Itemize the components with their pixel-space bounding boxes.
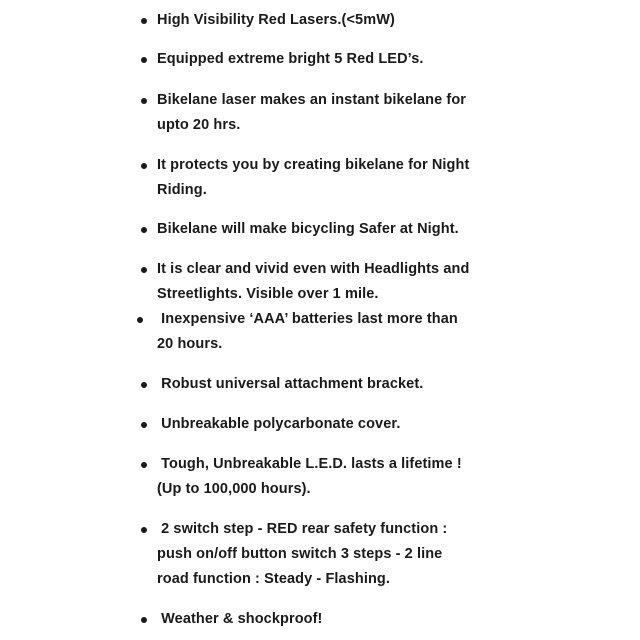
feature-text-line: push on/off button switch 3 steps - 2 line xyxy=(157,546,443,562)
feature-text-line: upto 20 hrs. xyxy=(157,117,241,133)
feature-text-line: Robust universal attachment bracket. xyxy=(157,376,424,392)
bullet-icon xyxy=(141,18,147,24)
feature-text-line: It protects you by creating bikelane for Night xyxy=(157,157,470,173)
bullet-icon xyxy=(141,57,147,63)
bullet-icon xyxy=(141,382,147,388)
bullet-icon xyxy=(141,267,147,273)
feature-text-line: Weather & shockproof! xyxy=(157,611,323,627)
feature-text-line: Bikelane laser makes an instant bikelane for xyxy=(157,92,467,108)
bullet-icon xyxy=(141,617,147,623)
bullet-icon xyxy=(141,227,147,233)
feature-text-line: 20 hours. xyxy=(157,336,223,352)
feature-text-line: High Visibility Red Lasers.(<5mW) xyxy=(157,12,395,28)
bullet-icon xyxy=(141,462,147,468)
feature-text-line: Inexpensive ‘AAA’ batteries last more than xyxy=(157,311,458,327)
bullet-icon xyxy=(137,317,143,323)
feature-text-line: Equipped extreme bright 5 Red LED’s. xyxy=(157,51,424,67)
feature-text-line: (Up to 100,000 hours). xyxy=(157,481,311,497)
feature-text-line: Riding. xyxy=(157,182,207,198)
bullet-icon xyxy=(141,422,147,428)
bullet-icon xyxy=(141,163,147,169)
feature-text-line: Bikelane will make bicycling Safer at Night. xyxy=(157,221,459,237)
bullet-icon xyxy=(141,527,147,533)
feature-text-line: It is clear and vivid even with Headlights and xyxy=(157,261,470,277)
feature-text-line: Streetlights. Visible over 1 mile. xyxy=(157,286,379,302)
bullet-icon xyxy=(141,98,147,104)
feature-text-line: Tough, Unbreakable L.E.D. lasts a lifetime ! xyxy=(157,456,462,472)
feature-text-line: 2 switch step - RED rear safety function : xyxy=(157,521,448,537)
feature-text-line: road function : Steady - Flashing. xyxy=(157,571,390,587)
feature-text-line: Unbreakable polycarbonate cover. xyxy=(157,416,401,432)
